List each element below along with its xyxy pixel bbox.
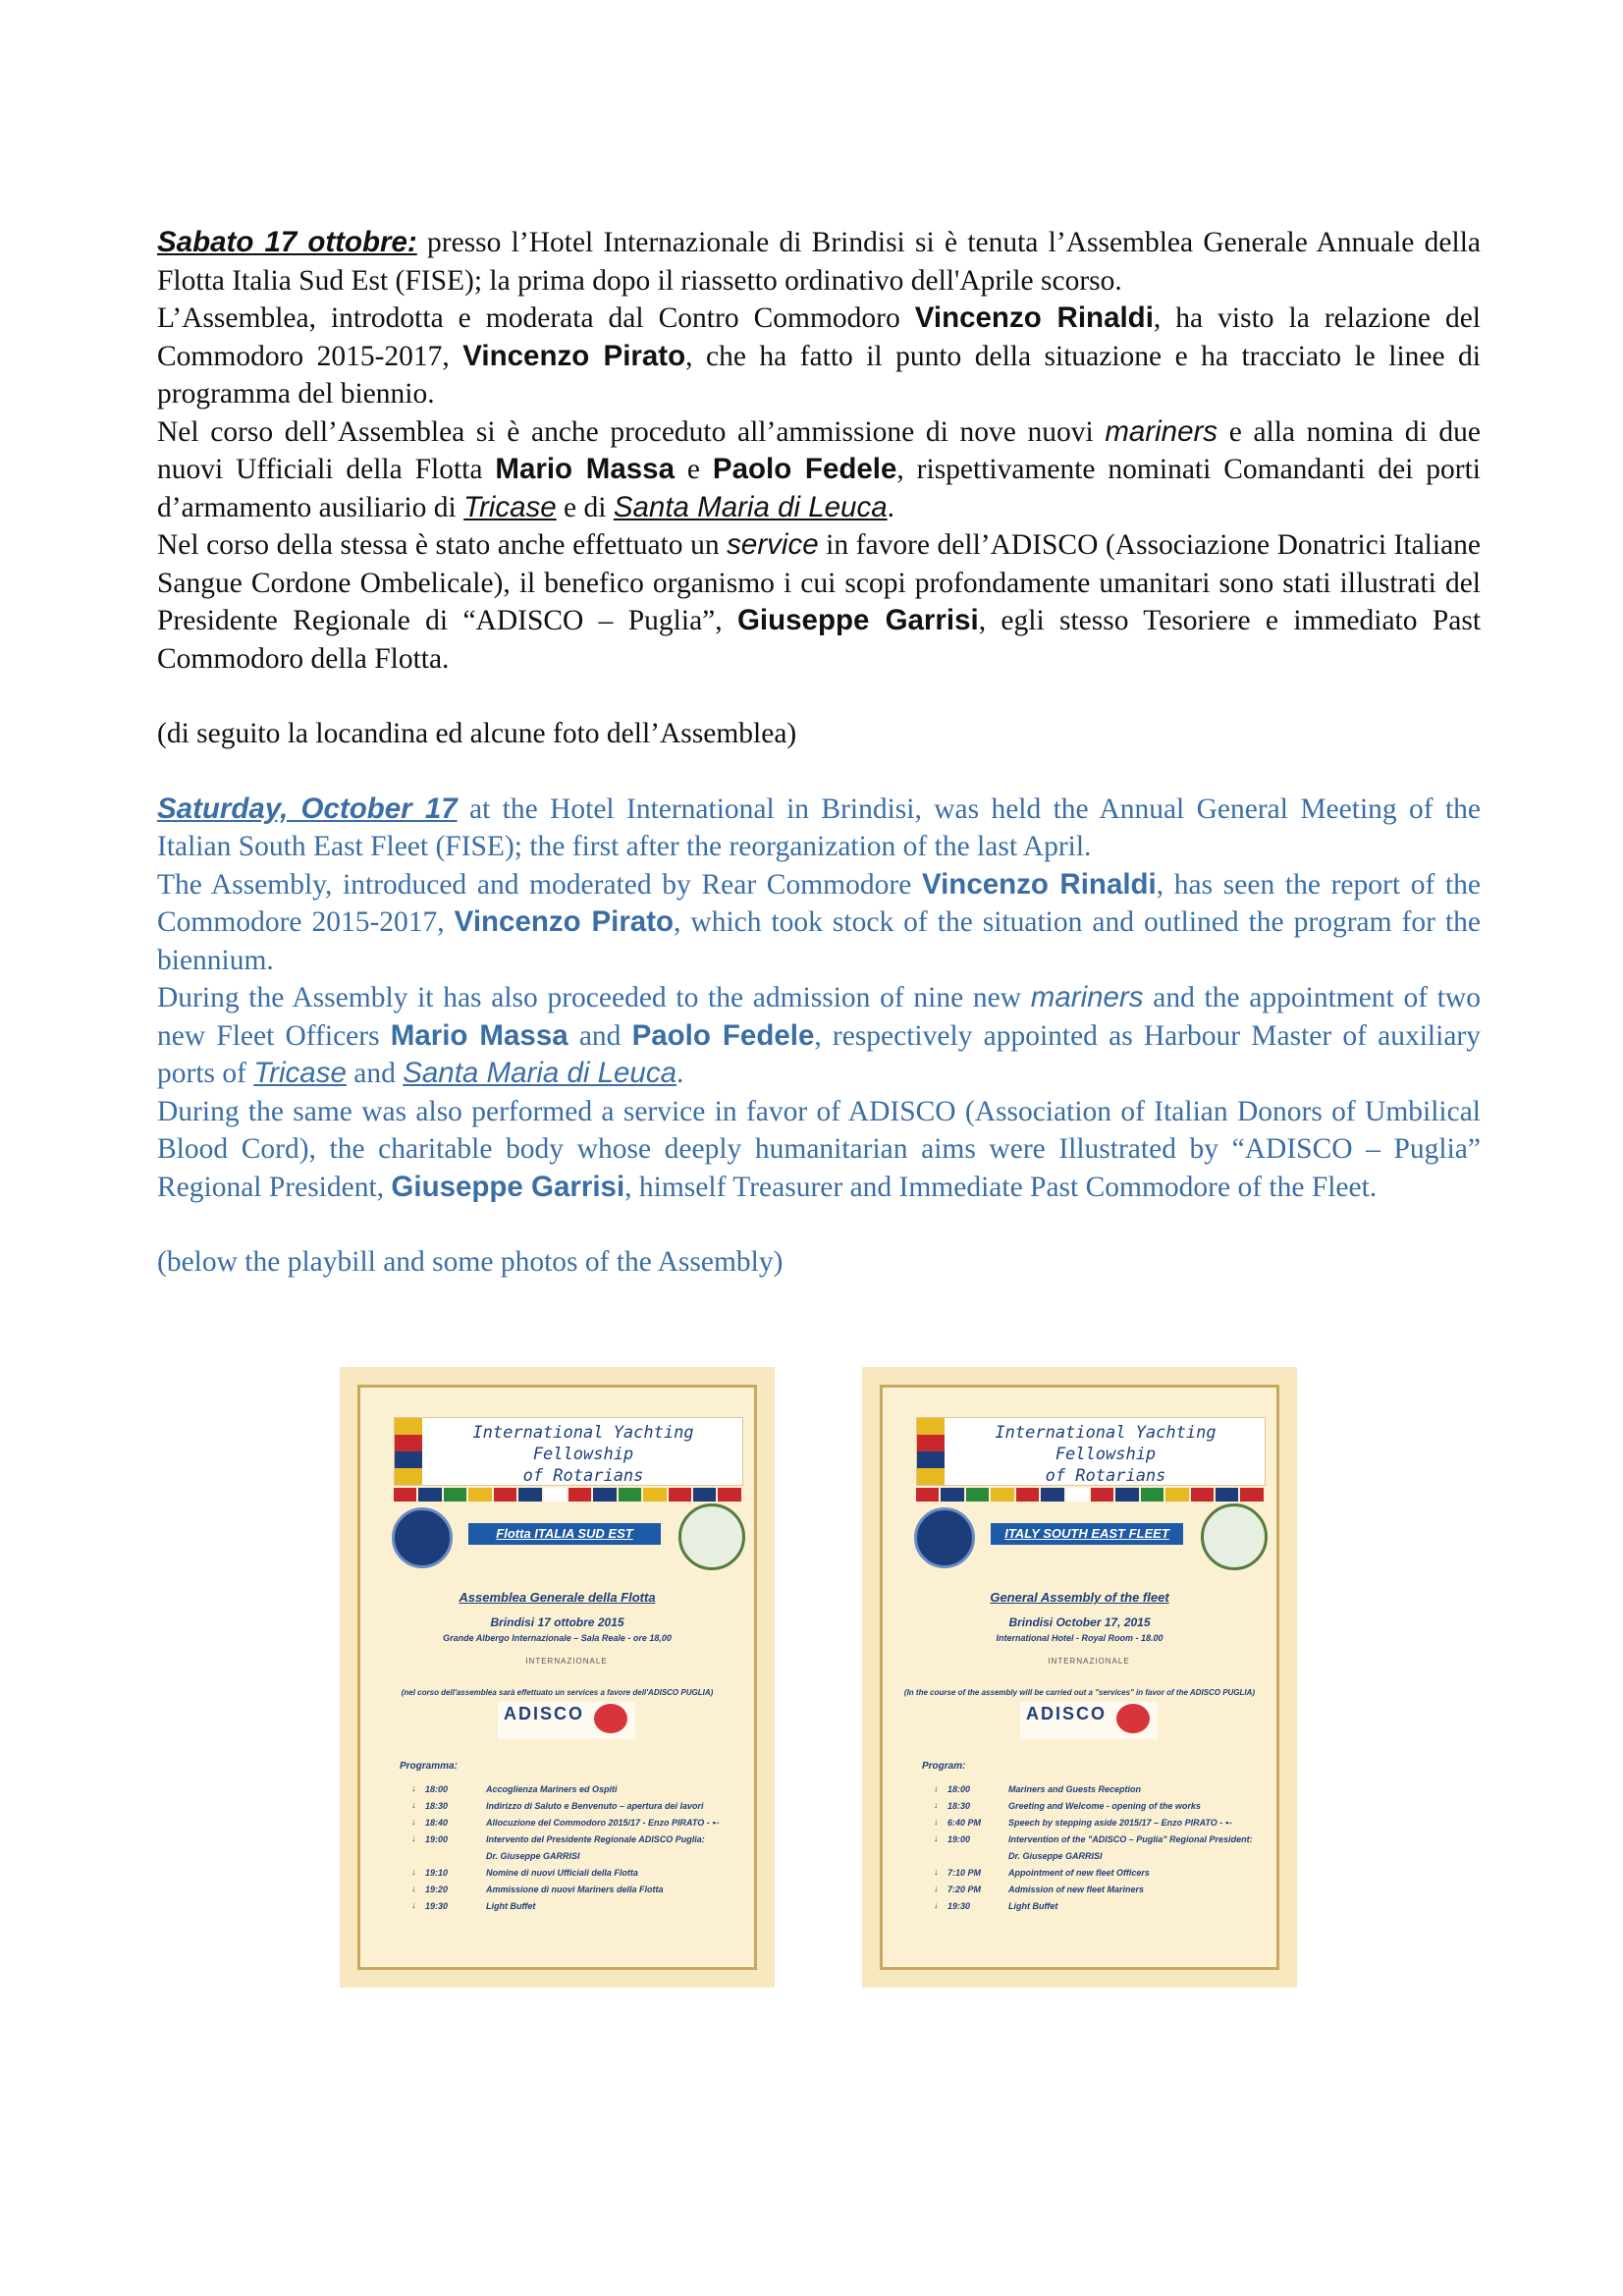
iyfr-logo-icon — [392, 1507, 453, 1568]
program-text: Light Buffet — [1008, 1901, 1058, 1911]
program-time: ↓ 19:20 — [411, 1885, 486, 1894]
program-text: Allocuzione del Commodoro 2015/17 - Enzo PIRATO - ➸ — [486, 1818, 720, 1828]
program-time: ↓ 6:40 PM — [934, 1818, 1008, 1828]
program-time: ↓ 18:30 — [934, 1801, 1008, 1811]
italian-caption: (di seguito la locandina ed alcune foto dell’Assemblea) — [157, 718, 797, 749]
playbill-english — [862, 1367, 1297, 1988]
text: , che ha fatto il punto della situazione e ha tracciato le linee di programma del biennio. — [157, 340, 1481, 410]
fleet-crest-icon — [678, 1503, 745, 1570]
text: e — [674, 454, 713, 485]
program-text: Admission of new fleet Mariners — [1008, 1885, 1145, 1894]
program-label: Program: — [922, 1761, 966, 1772]
adisco-wordmark: ADISCO — [1026, 1704, 1108, 1723]
text: The Assembly, introduced and moderated by Rear Commodore — [157, 868, 922, 901]
program-row — [934, 1885, 1144, 1894]
text: presso l’Hotel Internazionale di Brindisi si è tenuta l’Assemblea Generale Annuale della Flotta Italia Sud Est (FISE); la prima dopo il riassetto ordinativo dell'Aprile scorso. — [157, 227, 1481, 297]
text: , which took stock of the situation and outlined the program for the biennium. — [157, 906, 1481, 976]
program-text: Mariners and Guests Reception — [1008, 1784, 1142, 1794]
term: mariners — [1105, 414, 1218, 448]
program-row: Dr. Giuseppe GARRISI — [1008, 1851, 1103, 1861]
text: , egli stesso Tesoriere e immediato Past Commodoro della Flotta. — [157, 605, 1482, 675]
signal-flags-icon — [395, 1418, 422, 1485]
program-time: ↓ 19:30 — [411, 1901, 486, 1911]
person-name: Vincenzo Pirato — [462, 339, 686, 372]
text: During the same was also performed a service in favor of ADISCO (Association of Italian Donors of Umbilical Blood Cord), the charitable body whose deeply humanitarian aims were Illustrated by “ADISCO – Puglia” Regional President, — [157, 1095, 1481, 1203]
document-body — [157, 224, 1481, 1282]
date-label: Saturday, October 17 — [157, 792, 458, 825]
program-text: Indirizzo di Saluto e Benvenuto – apertura dei lavori — [486, 1801, 704, 1811]
poster-heading: General Assembly of the fleet — [990, 1590, 1169, 1605]
title-line: International Yachting Fellowship — [995, 1423, 1217, 1464]
poster-venue: International Hotel - Royal Room - 18.00 — [996, 1633, 1163, 1643]
hotel-logo: INTERNAZIONALE — [1048, 1657, 1130, 1666]
program-row — [411, 1901, 535, 1911]
poster-heading: Assemblea Generale della Flotta — [459, 1590, 656, 1605]
text: and the appointment of two new Fleet Officers — [157, 982, 1481, 1052]
program-text: Intervention of the "ADISCO – Puglia" Regional President: — [1008, 1834, 1253, 1844]
fleet-banner: Flotta ITALIA SUD EST — [468, 1523, 661, 1545]
program-row — [411, 1885, 664, 1894]
fleet-crest-icon — [1201, 1503, 1268, 1570]
text: Nel corso della stessa è stato anche effettuato un — [157, 529, 728, 561]
person-name: Giuseppe Garrisi — [391, 1170, 625, 1203]
poster-note: (In the course of the assembly will be carried out a "services" in favor of the ADISCO PUGLIA) — [903, 1688, 1256, 1697]
text: L’Assemblea, introdotta e moderata dal Contro Commodoro — [157, 302, 915, 334]
text: , rispettivamente nominati Comandanti dei porti d’armamento ausiliario di — [157, 454, 1481, 523]
poster-header — [916, 1417, 1266, 1486]
text: e alla nomina di due nuovi Ufficiali della Flotta — [157, 415, 1481, 485]
poster-date: Brindisi October 17, 2015 — [1008, 1615, 1151, 1629]
program-text: Speech by stepping aside 2015/17 – Enzo PIRATO - ➸ — [1008, 1818, 1233, 1828]
text: at the Hotel International in Brindisi, was held the Annual General Meeting of the Italian South East Fleet (FISE); the first after the reorganization of the last April. — [157, 793, 1481, 862]
program-row — [411, 1868, 638, 1878]
program-row — [934, 1834, 1253, 1844]
program-row — [411, 1818, 720, 1829]
text: and — [346, 1058, 404, 1089]
flags-strip-icon — [916, 1488, 1264, 1502]
text: During the Assembly it has also proceeded to the admission of nine new — [157, 982, 1031, 1013]
program-row — [411, 1784, 618, 1794]
playbill-images — [0, 1367, 1623, 1995]
adisco-logo — [1020, 1702, 1158, 1739]
hotel-logo: INTERNAZIONALE — [525, 1657, 608, 1666]
person-name: Paolo Fedele — [631, 1018, 815, 1052]
text: e di — [556, 491, 614, 523]
program-time: ↓ 18:00 — [934, 1784, 1008, 1794]
place-name: Santa Maria di Leuca — [613, 490, 888, 523]
program-row: Dr. Giuseppe GARRISI — [486, 1851, 580, 1861]
adisco-wordmark: ADISCO — [504, 1704, 585, 1723]
person-name: Paolo Fedele — [712, 453, 897, 485]
date-label: Sabato 17 ottobre: — [157, 226, 417, 258]
place-name: Santa Maria di Leuca — [403, 1057, 676, 1089]
text: , ha visto la relazione del Commodoro 2015-2017, — [157, 302, 1481, 372]
term: service — [727, 528, 819, 561]
person-name: Giuseppe Garrisi — [736, 604, 979, 636]
program-time: ↓ 18:40 — [411, 1818, 486, 1828]
program-time: ↓ 18:00 — [411, 1784, 486, 1794]
adisco-logo — [498, 1702, 635, 1739]
text: . — [887, 491, 894, 523]
person-name: Vincenzo Pirato — [454, 905, 675, 938]
italian-paragraph-1 — [157, 224, 1481, 678]
poster-title — [947, 1422, 1265, 1487]
program-label: Programma: — [400, 1761, 458, 1772]
title-line: International Yachting Fellowship — [472, 1423, 694, 1464]
program-text: Greeting and Welcome - opening of the works — [1008, 1801, 1201, 1811]
program-time: ↓ 19:10 — [411, 1868, 486, 1878]
playbill-italian — [340, 1367, 775, 1988]
program-time: ↓ 7:20 PM — [934, 1885, 1008, 1894]
program-text: Ammissione di nuovi Mariners della Flotta — [486, 1885, 664, 1894]
program-text: Accoglienza Mariners ed Ospiti — [486, 1784, 618, 1794]
term: mariners — [1030, 981, 1144, 1013]
person-name: Mario Massa — [495, 453, 675, 485]
english-caption: (below the playbill and some photos of the Assembly) — [157, 1246, 784, 1278]
program-row — [411, 1801, 704, 1811]
program-time: ↓ 19:00 — [934, 1834, 1008, 1844]
program-text: Light Buffet — [486, 1901, 536, 1911]
program-row — [934, 1818, 1232, 1829]
program-time: ↓ 19:00 — [411, 1834, 486, 1844]
iyfr-logo-icon — [914, 1507, 975, 1568]
poster-title — [424, 1422, 742, 1487]
adisco-badge-icon — [594, 1704, 627, 1733]
text: Nel corso dell’Assemblea si è anche proceduto all’ammissione di nove nuovi — [157, 415, 1106, 448]
person-name: Vincenzo Rinaldi — [914, 301, 1154, 334]
title-line: of Rotarians — [522, 1466, 644, 1486]
poster-venue: Grande Albergo Internazionale – Sala Reale - ore 18,00 — [443, 1633, 672, 1643]
program-row — [411, 1834, 705, 1844]
flags-strip-icon — [394, 1488, 741, 1502]
adisco-badge-icon — [1116, 1704, 1150, 1733]
program-row — [934, 1801, 1201, 1811]
place-name: Tricase — [253, 1057, 347, 1089]
place-name: Tricase — [463, 490, 557, 523]
program-row — [934, 1901, 1057, 1911]
text: , respectively appointed as Harbour Master of auxiliary ports of — [157, 1019, 1481, 1089]
program-time: ↓ 7:10 PM — [934, 1868, 1008, 1878]
program-text: Nomine di nuovi Ufficiali della Flotta — [486, 1868, 638, 1878]
poster-note: (nel corso dell'assemblea sarà effettuato un services a favore dell'ADISCO PUGLIA) — [401, 1688, 714, 1697]
text: in favore dell’ADISCO (Associazione Donatrici Italiane Sangue Cordone Ombelicale), il benefico organismo i cui scopi profondamente umanitari sono stati illustrati del Presidente Regionale di “ADISCO – Puglia”, — [157, 529, 1482, 636]
poster-date: Brindisi 17 ottobre 2015 — [490, 1615, 624, 1629]
fleet-banner: ITALY SOUTH EAST FLEET — [991, 1523, 1183, 1545]
english-paragraph-1 — [157, 791, 1481, 1207]
poster-header — [394, 1417, 743, 1486]
title-line: of Rotarians — [1045, 1466, 1166, 1486]
person-name: Mario Massa — [390, 1018, 568, 1052]
text: , himself Treasurer and Immediate Past Commodore of the Fleet. — [624, 1171, 1378, 1203]
text: , has seen the report of the Commodore 2015-2017, — [157, 868, 1481, 938]
program-text: Intervento del Presidente Regionale ADISCO Puglia: — [486, 1834, 705, 1844]
person-name: Vincenzo Rinaldi — [921, 867, 1157, 901]
program-time: ↓ 19:30 — [934, 1901, 1008, 1911]
text: and — [568, 1019, 632, 1052]
program-text: Appointment of new fleet Officers — [1008, 1868, 1150, 1878]
program-time: ↓ 18:30 — [411, 1801, 486, 1811]
signal-flags-icon — [917, 1418, 945, 1485]
program-row — [934, 1868, 1150, 1878]
text: . — [676, 1058, 684, 1089]
program-row — [934, 1784, 1141, 1794]
